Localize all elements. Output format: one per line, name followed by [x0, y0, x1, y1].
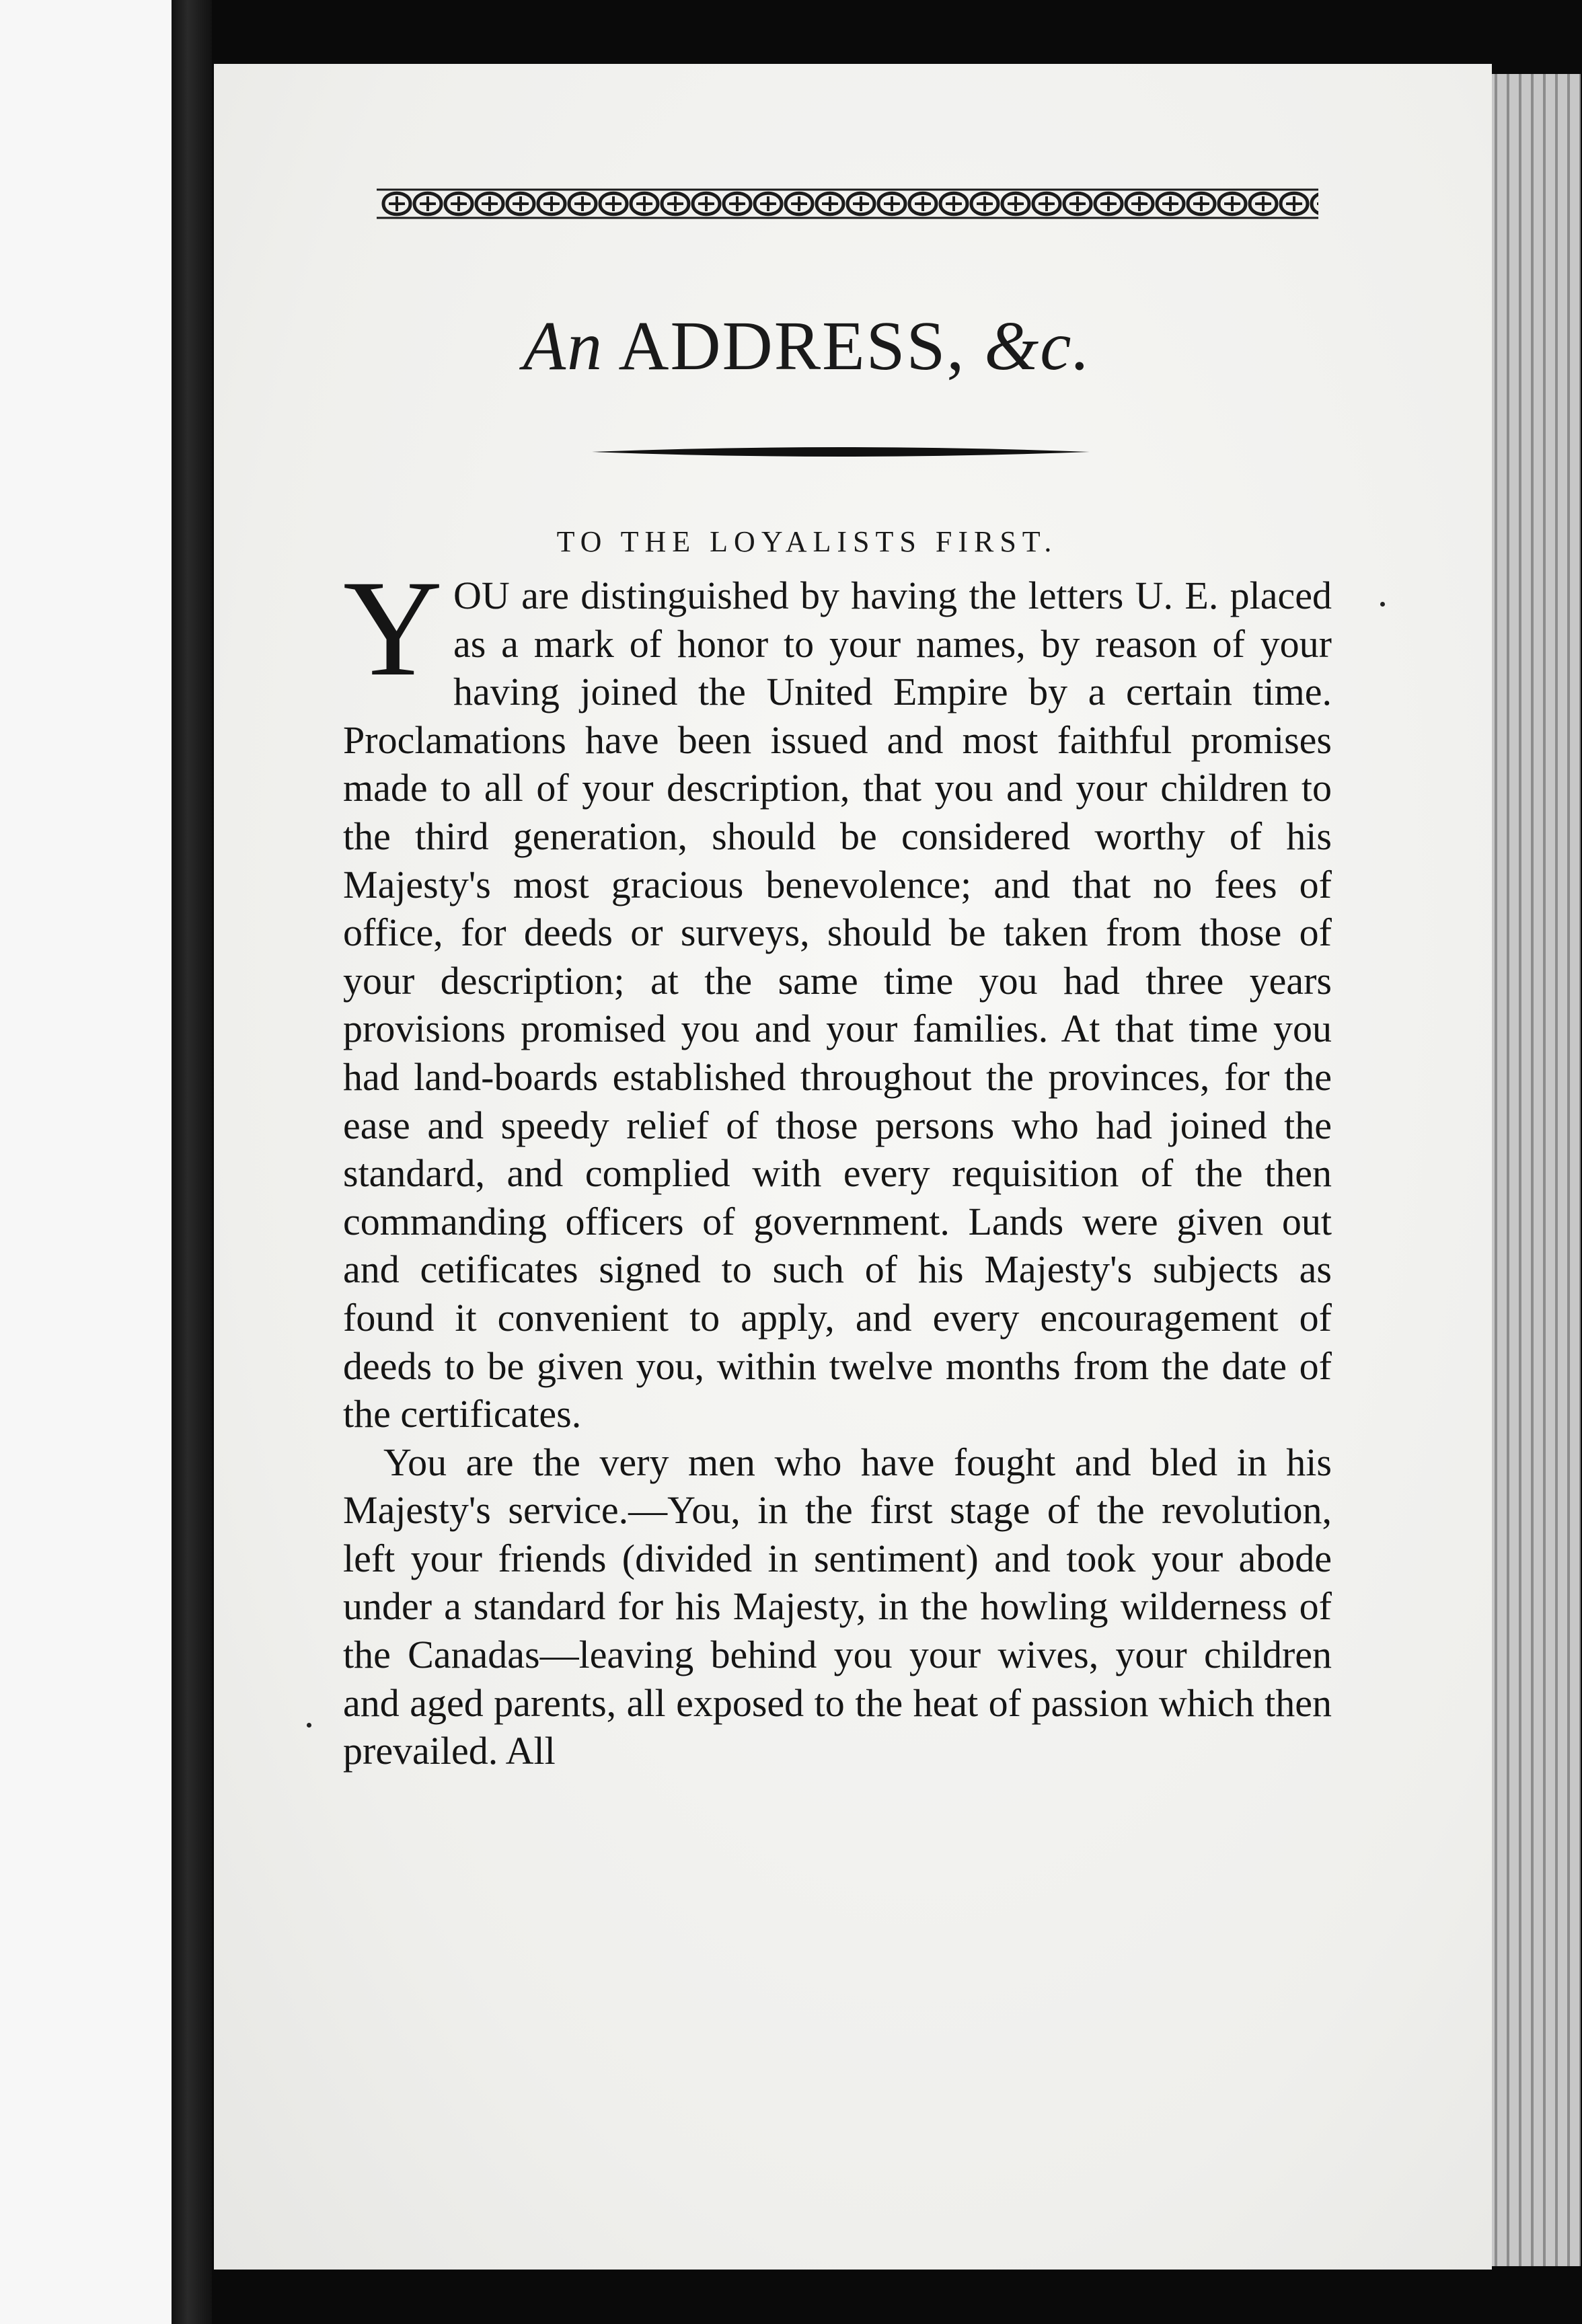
ornament-cross	[1255, 196, 1271, 211]
title-rule	[592, 444, 1090, 460]
ornament-cross	[482, 196, 498, 211]
ornament-cross	[884, 196, 900, 211]
title-suffix: &c.	[984, 307, 1092, 385]
ornament-cross	[513, 196, 529, 211]
ornament-cross	[977, 196, 993, 211]
title-main: ADDRESS,	[618, 307, 966, 385]
ornament-cross	[1069, 196, 1086, 211]
ornament-cross	[729, 196, 745, 211]
margin-speck	[307, 1723, 311, 1728]
paragraph-2: You are the very men who have fought and bled in his Majesty's service.—You, in the first stage of the revolution, left your friends (divided in sentiment) and took your abode under a standard for his Majesty, in the howling wilderness of the Canadas—leaving behind you your wives, your children and aged parents, all exposed to the heat of passion which then prevailed. All	[343, 1440, 1332, 1773]
ornament-cross	[389, 196, 405, 211]
ornament-cross	[1039, 196, 1055, 211]
ornament-cross	[1193, 196, 1209, 211]
ornament-cross	[605, 196, 622, 211]
ornament-cross	[1286, 196, 1302, 211]
paragraph-1-text: OU are distinguished by having the letters U. E. placed as a mark of honor to your names, by reason of your having joined the United Empire by a certain time. Proclamations have been issued and most faithful promises made to all of your description, that you and your children to the third generation, should be considered worthy of his Majesty's most gracious benevolence; and that no fees of office, for deeds or surveys, should be taken from those of your description; at the same time you had three years provisions promised you and your families. At that time you had land-boards established throughout the provinces, for the ease and speedy relief of those persons who had joined the standard, and complied with every requisition of the then commanding officers of government. Lands were given out and cetificates signed to such of his Majesty's subjects as found it convenient to apply, and every encouragement of deeds to be given you, within twelve months from the date of the certificates.	[343, 574, 1332, 1436]
page-title	[404, 306, 1211, 386]
section-heading: TO THE LOYALISTS FIRST.	[556, 525, 1058, 558]
ornament-cross	[698, 196, 714, 211]
ornament-cross	[1008, 196, 1024, 211]
margin-speck	[1380, 602, 1385, 607]
ornament-cross	[636, 196, 652, 211]
ornament-cross	[1100, 196, 1117, 211]
ornament-cross	[853, 196, 869, 211]
facing-page-edge	[0, 0, 176, 2324]
paragraph-1	[343, 552, 1332, 1438]
ornament-cross	[1162, 196, 1178, 211]
ornament-cross	[574, 196, 591, 211]
ornament-cross	[1317, 196, 1318, 211]
ornament-cross	[667, 196, 683, 211]
ornament-cross	[760, 196, 776, 211]
book-gutter	[172, 0, 212, 2324]
ornament-cross	[822, 196, 838, 211]
ornament-border	[377, 176, 1318, 231]
ornament-cross	[1224, 196, 1240, 211]
ornament-cross	[451, 196, 467, 211]
title-prefix: An	[523, 307, 604, 385]
ornament-cross	[791, 196, 807, 211]
drop-cap: Y	[343, 552, 443, 705]
ornament-cross	[946, 196, 962, 211]
ornament-cross	[915, 196, 931, 211]
body-text	[343, 552, 1332, 1775]
ornament-cross	[543, 196, 560, 211]
ornament-cross	[1131, 196, 1147, 211]
ornament-cross	[420, 196, 436, 211]
